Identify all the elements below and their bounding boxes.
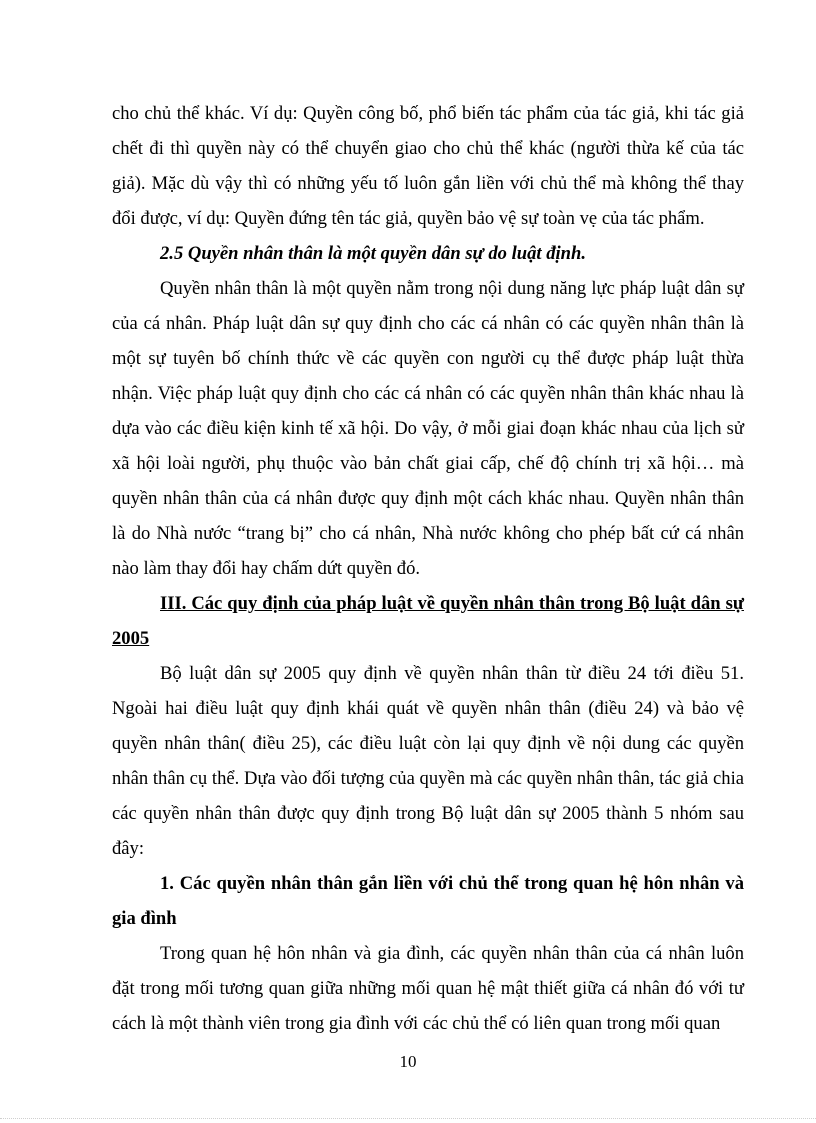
page-bottom-divider [0, 1118, 816, 1119]
paragraph-continuation: cho chủ thể khác. Ví dụ: Quyền công bố, phổ biến tác phẩm của tác giả, khi tác giả chết đi thì quyền này có thể chuyển giao cho chủ thể khác (người thừa kế của tác giả). Mặc dù vậy thì có những yếu tố luôn gắn liền với chủ thể mà không thể thay đổi được, ví dụ: Quyền đứng tên tác giả, quyền bảo vệ sự toàn vẹ của tác phẩm. [112, 103, 744, 229]
subheading-2-5: 2.5 Quyền nhân thân là một quyền dân sự do luật định. [160, 243, 586, 264]
paragraph-2-5: Quyền nhân thân là một quyền nằm trong nội dung năng lực pháp luật dân sự của cá nhân. Pháp luật dân sự quy định cho các cá nhân có các quyền nhân thân là một sự tuyên bố chính thức về các quyền con người cụ thể được pháp luật thừa nhận. Việc pháp luật quy định cho các cá nhân có các quyền nhân thân khác nhau là dựa vào các điều kiện kinh tế xã hội. Do vậy, ở mỗi giai đoạn khác nhau của lịch sử xã hội loài người, phụ thuộc vào bản chất giai cấp, chế độ chính trị xã hội… mà quyền nhân thân của cá nhân được quy định một cách khác nhau. Quyền nhân thân là do Nhà nước “trang bị” cho cá nhân, Nhà nước không cho phép bất cứ cá nhân nào làm thay đổi hay chấm dứt quyền đó. [112, 278, 744, 579]
section-heading-III: III. Các quy định của pháp luật về quyền nhân thân trong Bộ luật dân sự 2005 [112, 593, 744, 649]
page-number: 10 [399, 1052, 417, 1071]
document-page [112, 96, 744, 1041]
paragraph-1: Trong quan hệ hôn nhân và gia đình, các quyền nhân thân của cá nhân luôn đặt trong mối tương quan giữa những mối quan hệ mật thiết giữa cá nhân đó với tư cách là một thành viên trong gia đình với các chủ thể có liên quan trong mối quan [112, 943, 744, 1034]
heading-1: 1. Các quyền nhân thân gắn liền với chủ thể trong quan hệ hôn nhân và gia đình [112, 873, 744, 929]
paragraph-III: Bộ luật dân sự 2005 quy định về quyền nhân thân từ điều 24 tới điều 51. Ngoài hai điều luật quy định khái quát về quyền nhân thân (điều 24) và bảo vệ quyền nhân thân( điều 25), các điều luật còn lại quy định về nội dung các quyền nhân thân cụ thể. Dựa vào đối tượng của quyền mà các quyền nhân thân, tác giả chia các quyền nhân thân được quy định trong Bộ luật dân sự 2005 thành 5 nhóm sau đây: [112, 663, 744, 859]
